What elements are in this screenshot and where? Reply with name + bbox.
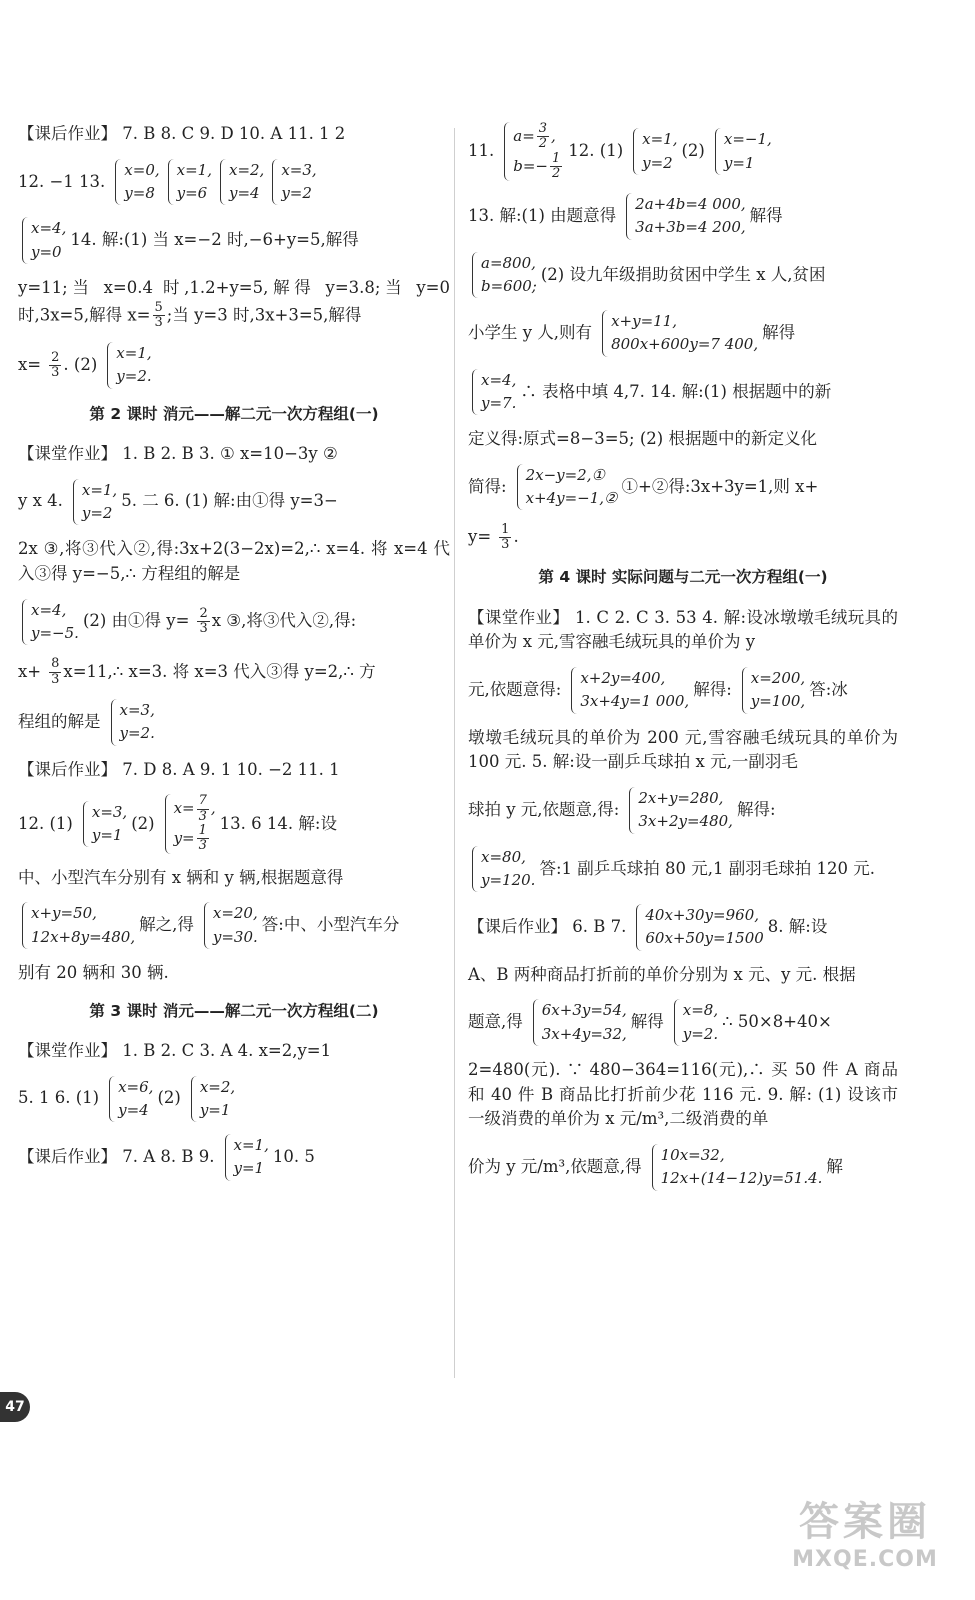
equation-system: x=1, y=2 xyxy=(73,479,117,526)
equation-system: x=1, y=2. xyxy=(107,342,151,389)
fraction: $\frac{1}{3}$ xyxy=(501,521,510,552)
answer-4-6: y x 4. x=1, y=2 5. 二 6. (1) 解:由①得 y=3− xyxy=(18,479,450,526)
equation-system: x=4, y=7. xyxy=(472,369,516,416)
equation-system: x=1, y=1 xyxy=(225,1134,269,1181)
equation-system: x=2, y=4 xyxy=(220,159,264,206)
right-column xyxy=(468,122,898,1203)
equation-system: x=6, y=4 xyxy=(109,1076,153,1123)
section-title-lesson-4: 第 4 课时 实际问题与二元一次方程组(一) xyxy=(538,568,828,587)
equation-system: x=1, y=6 xyxy=(168,159,212,206)
watermark-logo: 答案圈 MXQE.COM xyxy=(792,1499,938,1572)
answer-11-12: 11. a= $\frac{3}{2}$ , b=− $\frac{1}{2}$ 12. (1) x=1, y=2 (2) x=−1, y=1 xyxy=(468,121,772,181)
fraction: $\frac{2}{3}$ xyxy=(199,606,208,637)
equation-system: x=−1, y=1 xyxy=(715,128,772,175)
answer-5-6: 5. 1 6. (1) x=6, y=4 (2) x=2, y=1 xyxy=(18,1076,450,1123)
answer-14-definition: 定义得:原式=8−3=5; (2) 根据题中的新定义化 xyxy=(468,429,817,449)
homework-answers-2: 【课后作业】 7. D 8. A 9. 1 10. −2 11. 1 xyxy=(18,759,340,779)
equation-system: x=20, y=30. xyxy=(204,902,258,949)
answer-13-14: x=4, y=7. ∴ 表格中填 4,7. 14. 解:(1) 根据题中的新 xyxy=(468,369,898,416)
homework-answers-4: 【课后作业】 6. B 7. 40x+30y=960, 60x+50y=1500 8. 解:设 xyxy=(468,904,898,951)
equation-system: x=2, y=1 xyxy=(191,1076,235,1123)
answer-14-body: y=11;当 x=0.4 时,1.2+y=5,解得 y=3.8;当 y=0 时,3x=5,解得 x= $\frac{5}{3}$ ;当 y=3 时,3x+3=5,解得 xyxy=(18,277,450,330)
equation-system: x=4, y=−5. xyxy=(22,599,79,646)
equation-system: 2x+y=280, 3x+2y=480, xyxy=(629,787,733,834)
answer-6-solution: 程组的解是 x=3, y=2. xyxy=(18,699,450,746)
left-column xyxy=(18,122,450,1193)
answer-14-conclusion: 别有 20 辆和 30 辆. xyxy=(18,962,169,982)
equation-system: x=80, y=120. xyxy=(472,846,535,893)
equation-system: x+2y=400, 3x+4y=1 000, xyxy=(571,667,689,714)
answer-8-9-text: 2=480(元). ∵ 480−364=116(元),∴ 买 50 件 A 商品和 40 件 B 商品比打折前少花 116 元. 9. 解: (1) 设该市一级消费的单价为 x 元/m³,二级消费的单 xyxy=(468,1059,898,1129)
answer-5-result: x=80, y=120. 答:1 副乒乓球拍 80 元,1 副羽毛球拍 120 元. xyxy=(468,846,898,893)
fraction: $\frac{5}{3}$ xyxy=(154,299,163,330)
answer-12-14: 12. (1) x=3, y=1 (2) x= $\frac{7}{3}$ , y= $\frac{1}{3}$ 13. 6 14. 解:设 xyxy=(18,793,337,854)
answer-6-body: 2x ③,将③代入②,得:3x+2(3−2x)=2,∴ x=4. 将 x=4 代入③得 y=−5,∴ 方程组的解是 xyxy=(18,539,450,583)
page-number: 47 xyxy=(0,1392,30,1422)
answer-4-5-text: 墩墩毛绒玩具的单价为 200 元,雪容融毛绒玩具的单价为 100 元. 5. 解:设一副乒乓球拍 x 元,一副羽毛 xyxy=(468,727,898,772)
equation-system: x+y=50, 12x+8y=480, xyxy=(22,902,135,949)
fraction: $\frac{8}{3}$ xyxy=(51,656,60,687)
equation-system: x=200, y=100, xyxy=(742,667,805,714)
equation-system: 6x+3y=54, 3x+4y=32, xyxy=(533,999,627,1046)
equation-system: x=3, y=2. xyxy=(111,699,155,746)
answer-4-equations: 元,依题意得: x+2y=400, 3x+4y=1 000, 解得: x=200, y=100, 答:冰 xyxy=(468,667,898,714)
answer-13-part2-eq: 小学生 y 人,则有 x+y=11, 800x+600y=7 400, 解得 xyxy=(468,310,898,357)
homework-answers-3: 【课后作业】 7. A 8. B 9. x=1, y=1 10. 5 xyxy=(18,1134,450,1181)
homework-answers-1: 【课后作业】 7. B 8. C 9. D 10. A 11. 1 2 xyxy=(18,124,346,143)
equation-system: x=1, y=2 xyxy=(633,128,677,175)
answer-8-equations: 题意,得 6x+3y=54, 3x+4y=32, 解得 x=8, y=2. ∴ 50×8+40× xyxy=(468,999,898,1046)
answer-14-start: x=4, y=0 14. 解:(1) 当 x=−2 时,−6+y=5,解得 xyxy=(18,217,450,264)
equation-system: x=4, y=0 xyxy=(22,217,66,264)
answer-14-simplify: 简得: 2x−y=2,① x+4y=−1,② ①+②得:3x+3y=1,则 x+ xyxy=(468,464,898,511)
fraction: $\frac{2}{3}$ xyxy=(51,349,60,380)
equation-system: 10x=32, 12x+(14−12)y=51.4. xyxy=(652,1144,823,1191)
equation-system: x=8, y=2. xyxy=(674,999,718,1046)
answer-14-result: y= $\frac{1}{3}$ . xyxy=(468,521,519,552)
classwork-answers-4: 【课堂作业】 1. C 2. C 3. 53 4. 解:设冰墩墩毛绒玩具的单价为 x 元,雪容融毛绒玩具的单价为 y xyxy=(468,607,898,652)
equation-system: a= $\frac{3}{2}$ , b=− $\frac{1}{2}$ xyxy=(504,122,564,181)
answer-13-part1: 13. 解:(1) 由题意得 2a+4b=4 000, 3a+3b=4 200, 解得 xyxy=(468,193,898,240)
answer-14-equations: x+y=50, 12x+8y=480, 解之,得 x=20, y=30. 答:中、小型汽车分 xyxy=(18,902,450,949)
answer-14-text: 中、小型汽车分别有 x 辆和 y 辆,根据题意得 xyxy=(18,867,344,887)
equation-system: x=3, y=1 xyxy=(83,801,127,848)
equation-system: 2a+4b=4 000, 3a+3b=4 200, xyxy=(626,193,745,240)
classwork-answers-3: 【课堂作业】 1. B 2. C 3. A 4. x=2,y=1 xyxy=(18,1040,332,1060)
column-divider xyxy=(454,128,455,1378)
equation-system: 40x+30y=960, 60x+50y=1500 xyxy=(636,904,763,951)
answer-13-part2: a=800, b=600; (2) 设九年级捐助贫困中学生 x 人,贫困 xyxy=(468,252,898,299)
answer-6-part2-cont: x+ $\frac{8}{3}$ x=11,∴ x=3. 将 x=3 代入③得 y=2,∴ 方 xyxy=(18,656,376,687)
equation-system: 2x−y=2,① x+4y=−1,② xyxy=(517,464,618,511)
equation-system: x+y=11, 800x+600y=7 400, xyxy=(602,310,758,357)
section-title-lesson-3: 第 3 课时 消元——解二元一次方程组(二) xyxy=(89,1001,379,1020)
classwork-answers-2: 【课堂作业】 1. B 2. B 3. ① x=10−3y ② xyxy=(18,443,338,463)
equation-system: x= $\frac{7}{3}$ , y= $\frac{1}{3}$ xyxy=(165,794,216,853)
equation-system: a=800, b=600; xyxy=(472,252,537,299)
answer-5-equations: 球拍 y 元,依题意,得: 2x+y=280, 3x+2y=480, 解得: xyxy=(468,787,898,834)
section-title-lesson-2: 第 2 课时 消元——解二元一次方程组(一) xyxy=(89,404,379,423)
answer-14-end: x= $\frac{2}{3}$ . (2) x=1, y=2. xyxy=(18,342,450,389)
answer-8-text: A、B 两种商品打折前的单价分别为 x 元、y 元. 根据 xyxy=(468,964,856,984)
answer-9-equations: 价为 y 元/m³,依题意,得 10x=32, 12x+(14−12)y=51.4. 解 xyxy=(468,1144,898,1191)
equation-system: x=0, y=8 xyxy=(115,159,159,206)
answer-6-part2: x=4, y=−5. (2) 由①得 y= $\frac{2}{3}$ x ③,将③代入②,得: xyxy=(18,599,450,646)
answer-12-13: 12. −1 13. x=0, y=8 x=1, y=6 x=2, y=4 x=3, y=2 xyxy=(18,159,450,206)
equation-system: x=3, y=2 xyxy=(272,159,316,206)
